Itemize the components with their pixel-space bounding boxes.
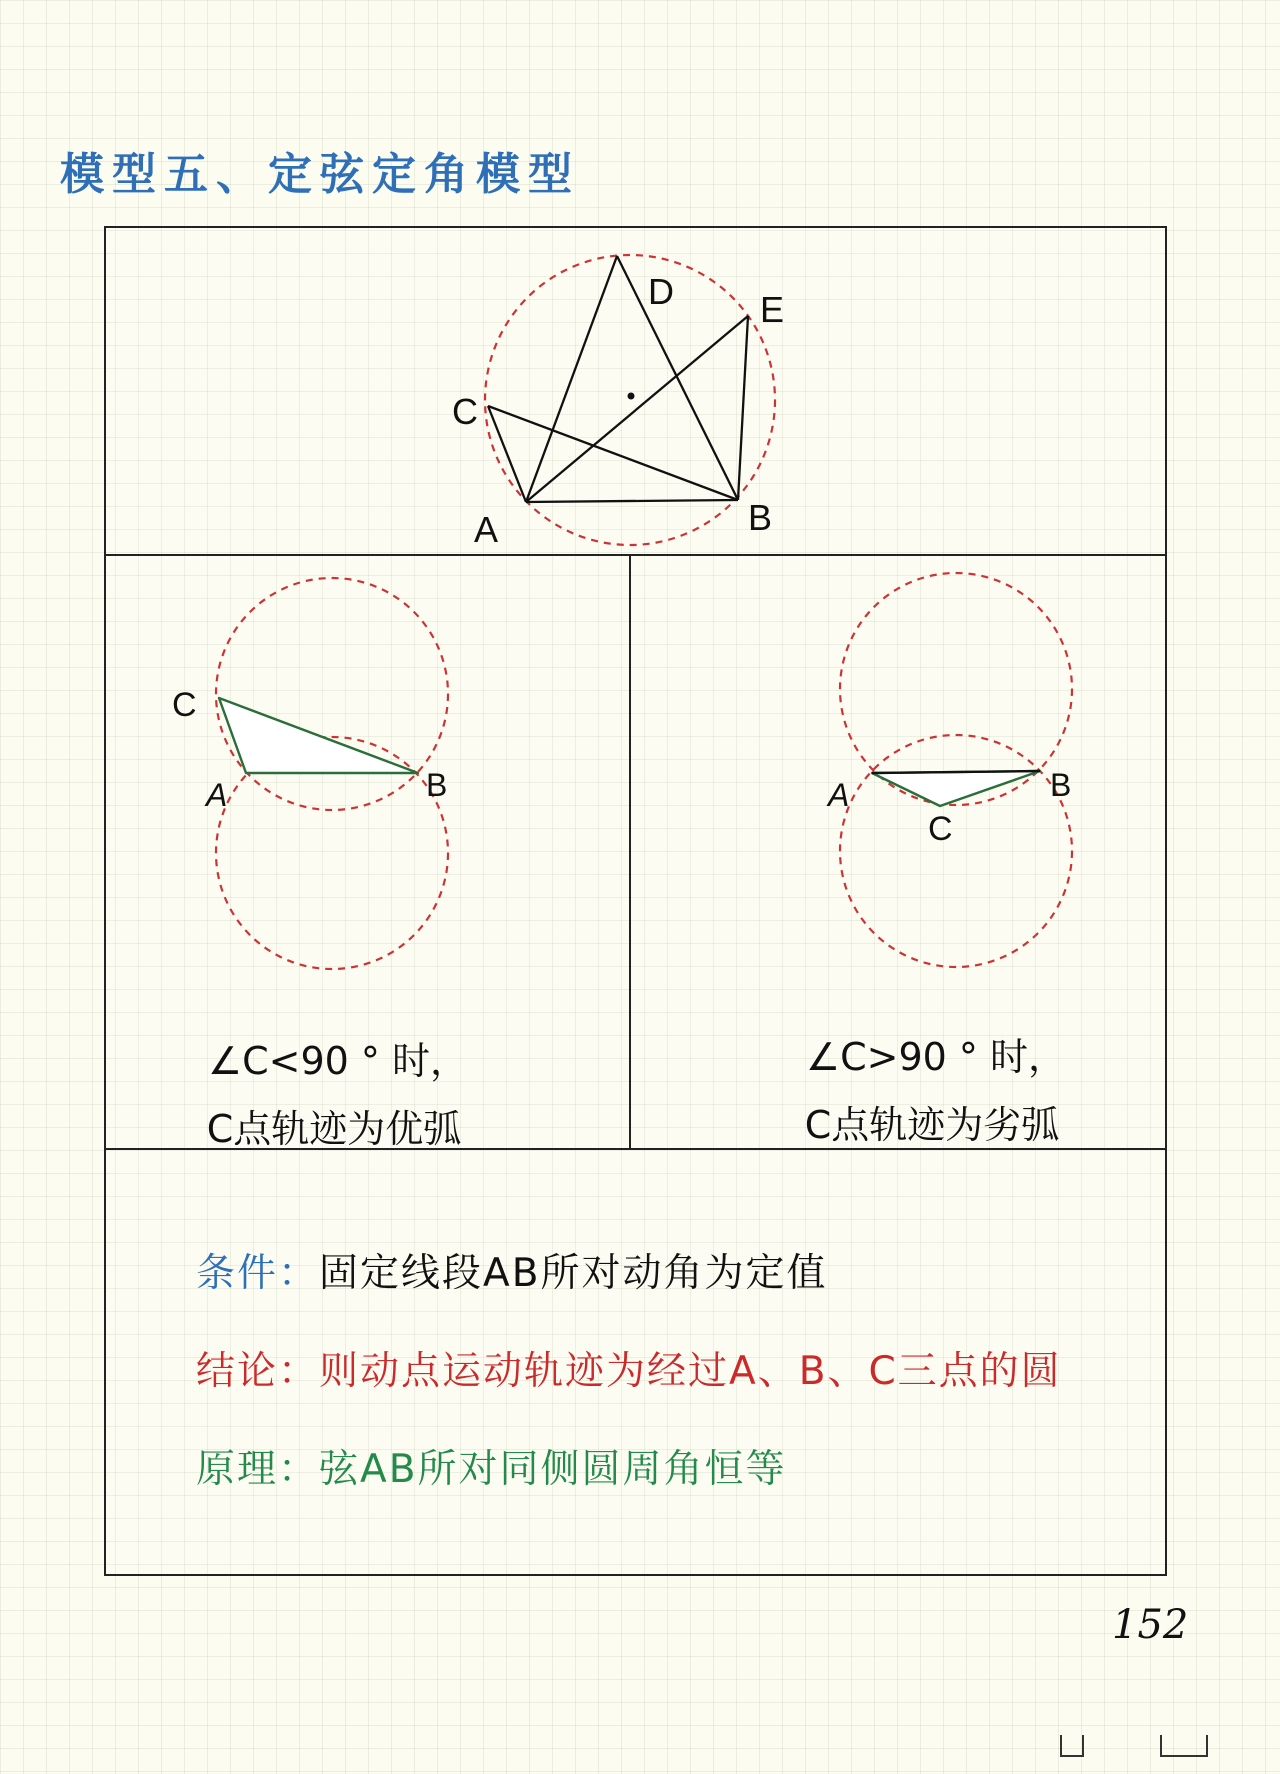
point-label-a: A <box>474 509 499 550</box>
condition-line <box>196 1242 827 1298</box>
left-caption-line1: ∠C<90 ° 时， <box>208 1039 468 1083</box>
principle-text: 弦AB所对同侧圆周角恒等 <box>319 1447 787 1492</box>
lower-circle-dashed <box>840 735 1072 967</box>
point-label-a: A <box>828 777 850 813</box>
point-label-e: E <box>760 289 785 330</box>
right-caption-line1: ∠C>90 ° 时， <box>806 1035 1066 1079</box>
left-caption-line2: C点轨迹为优弧 <box>206 1107 462 1151</box>
condition-text: 固定线段AB所对动角为定值 <box>319 1251 828 1296</box>
point-label-b: B <box>1050 767 1072 803</box>
point-label-c: C <box>452 391 478 432</box>
conclusion-label: 结论： <box>196 1349 320 1394</box>
page-number: 152 <box>1112 1602 1189 1648</box>
principle-label: 原理： <box>196 1447 320 1492</box>
condition-label: 条件： <box>196 1251 320 1296</box>
point-label-b: B <box>426 767 448 803</box>
conclusion-line <box>196 1340 1062 1396</box>
page-title: 模型五、定弦定角模型 <box>60 149 580 200</box>
binding-mark-left <box>1060 1735 1084 1757</box>
point-label-c: C <box>172 686 197 724</box>
conclusion-text: 则动点运动轨迹为经过A、B、C三点的圆 <box>319 1349 1062 1394</box>
principle-line <box>196 1438 786 1494</box>
point-label-a: A <box>206 777 228 813</box>
right-caption-line2: C点轨迹为劣弧 <box>804 1103 1060 1147</box>
point-label-c: C <box>928 810 953 848</box>
point-label-b: B <box>748 497 773 538</box>
point-label-d: D <box>648 271 674 312</box>
binding-mark-right <box>1160 1735 1208 1757</box>
